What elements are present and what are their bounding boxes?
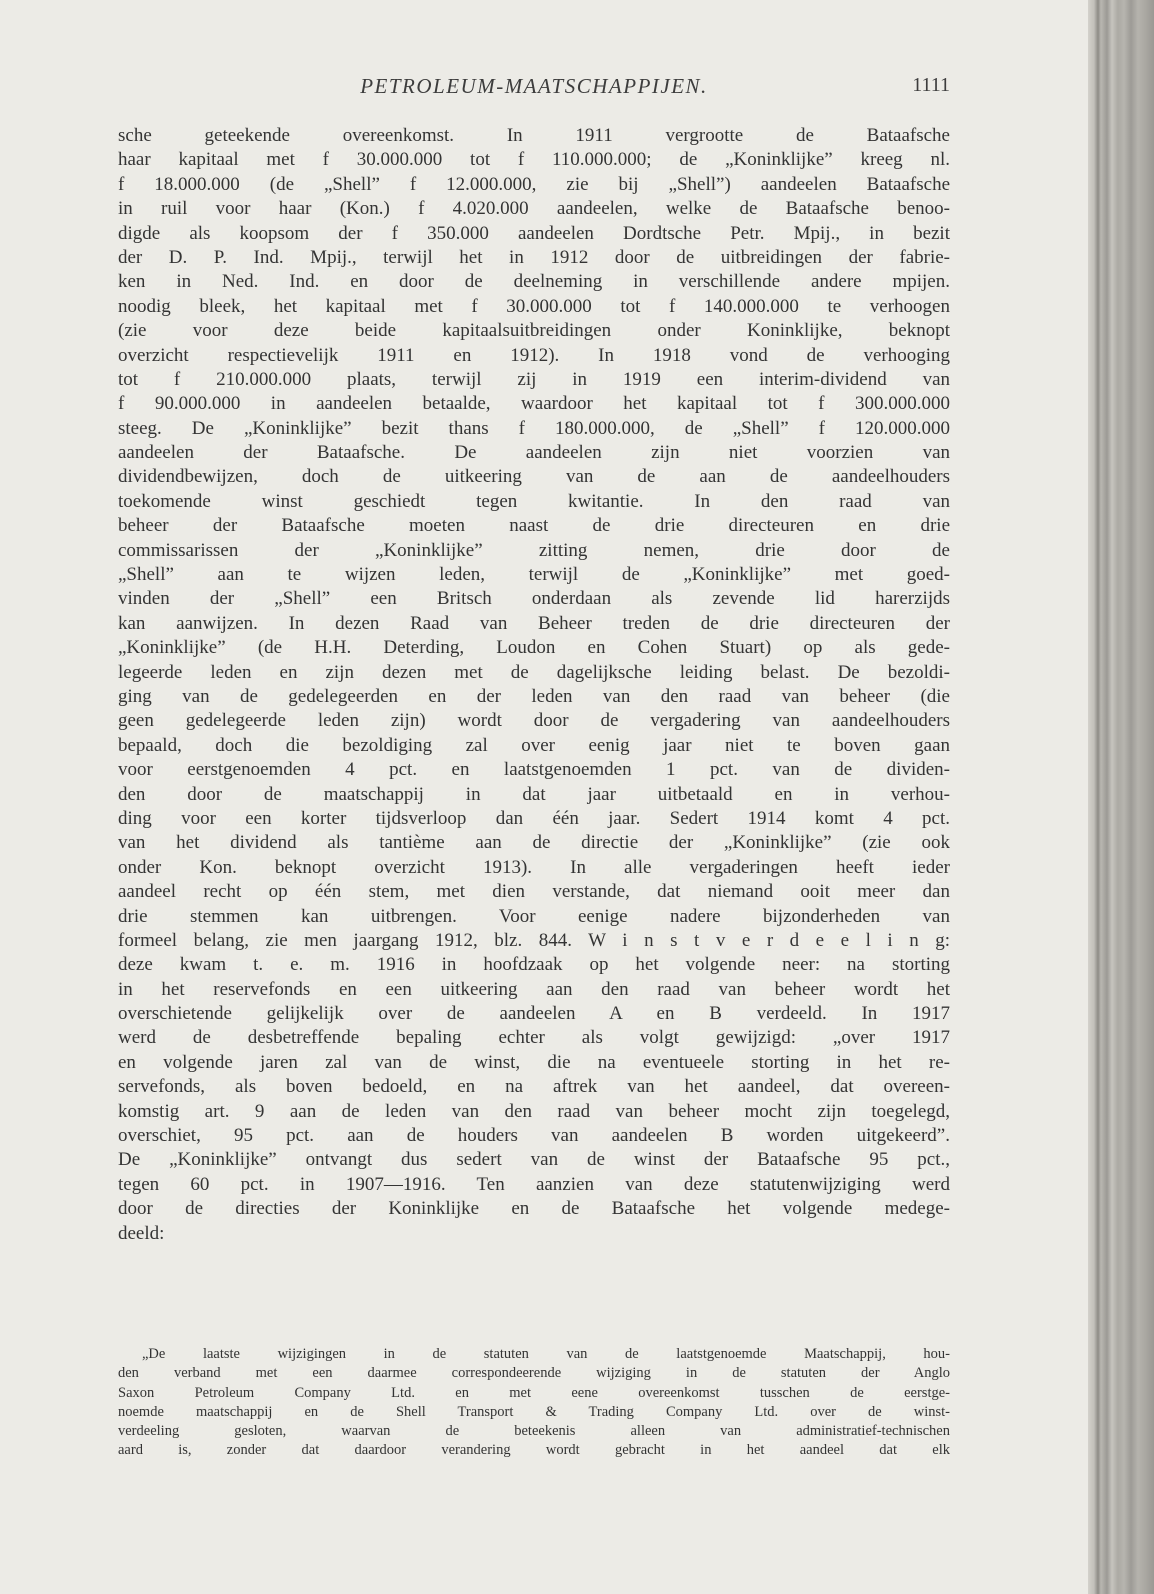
text-line: bepaald, doch die bezoldiging zal over eenig jaar niet te boven gaan <box>118 734 950 756</box>
text-line: (zie voor deze beide kapitaalsuitbreidingen onder Koninklijke, beknopt <box>118 320 950 342</box>
text-line: deeld: <box>118 1222 165 1244</box>
text-line: geen gedelegeerde leden zijn) wordt door de vergadering van aandeelhouders <box>118 710 950 732</box>
text-line: servefonds, als boven bedoeld, en na aftrek van het aandeel, dat overeen- <box>118 1076 950 1098</box>
text-line: „Shell” aan te wijzen leden, terwijl de „Koninklijke” met goed- <box>118 564 950 586</box>
text-line: f 18.000.000 (de „Shell” f 12.000.000, zie bij „Shell”) aandeelen Bataafsche <box>118 173 950 195</box>
text-line: sche geteekende overeenkomst. In 1911 vergrootte de Bataafsche <box>118 125 950 146</box>
text-line: komstig art. 9 aan de leden van den raad van beheer mocht zijn toegelegd, <box>118 1100 950 1122</box>
text-line: formeel belang, zie men jaargang 1912, blz. 844. W i n s t v e r d e e l i n g: <box>118 929 950 951</box>
text-line: toekomende winst geschiedt tegen kwitantie. In den raad van <box>118 490 950 512</box>
quote-line: „De laatste wijzigingen in de statuten van de laatstgenoemde Maatschappij, hou- <box>142 1346 950 1362</box>
text-line: f 90.000.000 in aandeelen betaalde, waardoor het kapitaal tot f 300.000.000 <box>118 393 950 415</box>
quote-line: noemde maatschappij en de Shell Transport & Trading Company Ltd. over de winst- <box>118 1403 950 1420</box>
text-line: aandeelen der Bataafsche. De aandeelen zijn niet voorzien van <box>118 442 950 464</box>
text-line: digde als koopsom der f 350.000 aandeelen Dordtsche Petr. Mpij., in bezit <box>118 222 950 244</box>
text-line: overschiet, 95 pct. aan de houders van aandeelen B worden uitgekeerd”. <box>118 1125 950 1147</box>
page-number: 1111 <box>912 74 950 96</box>
text-line: voor eerstgenoemden 4 pct. en laatstgenoemden 1 pct. van de dividen- <box>118 759 950 781</box>
text-line: „Koninklijke” (de H.H. Deterding, Loudon en Cohen Stuart) op als gede- <box>118 637 950 659</box>
text-line: van het dividend als tantième aan de directie der „Koninklijke” (zie ook <box>118 832 950 854</box>
text-line: beheer der Bataafsche moeten naast de drie directeuren en drie <box>118 515 950 537</box>
page-header <box>118 74 950 104</box>
text-line: ding voor een korter tijdsverloop dan één jaar. Sedert 1914 komt 4 pct. <box>118 807 950 829</box>
quoted-statement <box>118 1345 950 1461</box>
text-line: kan aanwijzen. In dezen Raad van Beheer treden de drie directeuren der <box>118 612 950 634</box>
text-line: werd de desbetreffende bepaling echter als volgt gewijzigd: „over 1917 <box>118 1027 950 1049</box>
text-line: De „Koninklijke” ontvangt dus sedert van de winst der Bataafsche 95 pct., <box>118 1149 950 1171</box>
quote-line: verdeeling gesloten, waarvan de beteekenis alleen van administratief-technischen <box>118 1423 950 1440</box>
text-line: in het reservefonds en een uitkeering aan den raad van beheer wordt het <box>118 978 950 1000</box>
text-line: deze kwam t. e. m. 1916 in hoofdzaak op het volgende neer: na storting <box>118 954 950 976</box>
running-title: PETROLEUM-MAATSCHAPPIJEN. <box>360 74 708 98</box>
text-line: legeerde leden en zijn dezen met de dagelijksche leiding belast. De bezoldi- <box>118 661 950 683</box>
text-line: dividendbewijzen, doch de uitkeering van de aan de aandeelhouders <box>118 466 950 488</box>
text-line: den door de maatschappij in dat jaar uitbetaald en in verhou- <box>118 783 950 805</box>
text-line: vinden der „Shell” een Britsch onderdaan als zevende lid harerzijds <box>118 588 950 610</box>
text-line: in ruil voor haar (Kon.) f 4.020.000 aandeelen, welke de Bataafsche benoo- <box>118 198 950 220</box>
text-line: ging van de gedelegeerden en der leden van den raad van beheer (die <box>118 685 950 707</box>
text-line: haar kapitaal met f 30.000.000 tot f 110.000.000; de „Koninklijke” kreeg nl. <box>118 149 950 171</box>
quote-line: Saxon Petroleum Company Ltd. en met eene overeenkomst tusschen de eerstge- <box>118 1384 950 1401</box>
text-line: commissarissen der „Koninklijke” zitting nemen, drie door de <box>118 539 950 561</box>
text-line: en volgende jaren zal van de winst, die na eventueele storting in het re- <box>118 1051 950 1073</box>
text-line: steeg. De „Koninklijke” bezit thans f 180.000.000, de „Shell” f 120.000.000 <box>118 417 950 439</box>
quote-line: aard is, zonder dat daardoor verandering wordt gebracht in het aandeel dat elk <box>118 1442 950 1459</box>
text-line: onder Kon. beknopt overzicht 1913). In alle vergaderingen heeft ieder <box>118 856 950 878</box>
text-line: ken in Ned. Ind. en door de deelneming in verschillende andere mpijen. <box>118 271 950 293</box>
quote-line: den verband met een daarmee correspondeerende wijziging in de statuten der Anglo <box>118 1365 950 1382</box>
text-line: noodig bleek, het kapitaal met f 30.000.000 tot f 140.000.000 te verhoogen <box>118 295 950 317</box>
text-line: tot f 210.000.000 plaats, terwijl zij in 1919 een interim-dividend van <box>118 368 950 390</box>
text-line: tegen 60 pct. in 1907—1916. Ten aanzien van deze statutenwijziging werd <box>118 1173 950 1195</box>
text-line: overschietende gelijkelijk over de aandeelen A en B verdeeld. In 1917 <box>118 1003 950 1025</box>
body-text <box>118 124 950 1246</box>
text-line: aandeel recht op één stem, met dien verstande, dat niemand ooit meer dan <box>118 881 950 903</box>
text-line: drie stemmen kan uitbrengen. Voor eenige nadere bijzonderheden van <box>118 905 950 927</box>
book-spine-edge <box>1088 0 1154 1594</box>
text-line: der D. P. Ind. Mpij., terwijl het in 1912 door de uitbreidingen der fabrie- <box>118 246 950 268</box>
text-line: door de directies der Koninklijke en de Bataafsche het volgende medege- <box>118 1198 950 1220</box>
text-line: overzicht respectievelijk 1911 en 1912). In 1918 vond de verhooging <box>118 344 950 366</box>
